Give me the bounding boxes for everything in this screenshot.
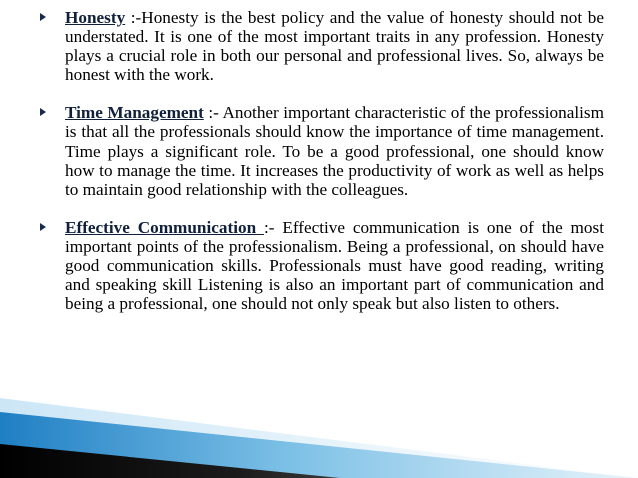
bullet-text: Effective communication is one of the most important points of the professionalism. Being a professional, on should have good communication skills. Professionals must have good reading, writing and speaking skill Listening is also an important part of communication and being a professional, one should not only speak but also listen to others. — [65, 217, 604, 314]
bullet-separator: :- — [203, 103, 223, 123]
bullet-text: Another important characteristic of the professionalism is that all the professionals should know the importance of time management. Time plays a significant role. To be a good professional, one should know how to manage the time. It increases the productivity of work as well as helps to maintain good relationship with the colleagues. — [65, 103, 604, 199]
bullet-item-effective-communication — [38, 218, 604, 313]
bullet-term: Effective Communication — [65, 217, 264, 237]
triangle-bullet-icon — [40, 13, 46, 21]
bullet-term: Time Management — [65, 103, 204, 123]
triangle-bullet-icon — [40, 223, 46, 231]
bullet-separator: :- — [263, 217, 283, 237]
bullet-item-honesty — [38, 8, 604, 84]
bullet-term: Honesty — [65, 8, 126, 27]
triangle-bullet-icon — [40, 108, 46, 116]
decorative-swoosh — [0, 368, 638, 478]
bullet-separator: :- — [125, 8, 142, 27]
bullet-list — [38, 8, 604, 313]
bullet-text: Honesty is the best policy and the value of honesty should not be understated. It is one of the most important traits in any profession. Honesty plays a crucial role in both our personal and professional lives. So, always be honest with the work. — [65, 8, 604, 85]
bullet-item-time-management — [38, 103, 604, 198]
